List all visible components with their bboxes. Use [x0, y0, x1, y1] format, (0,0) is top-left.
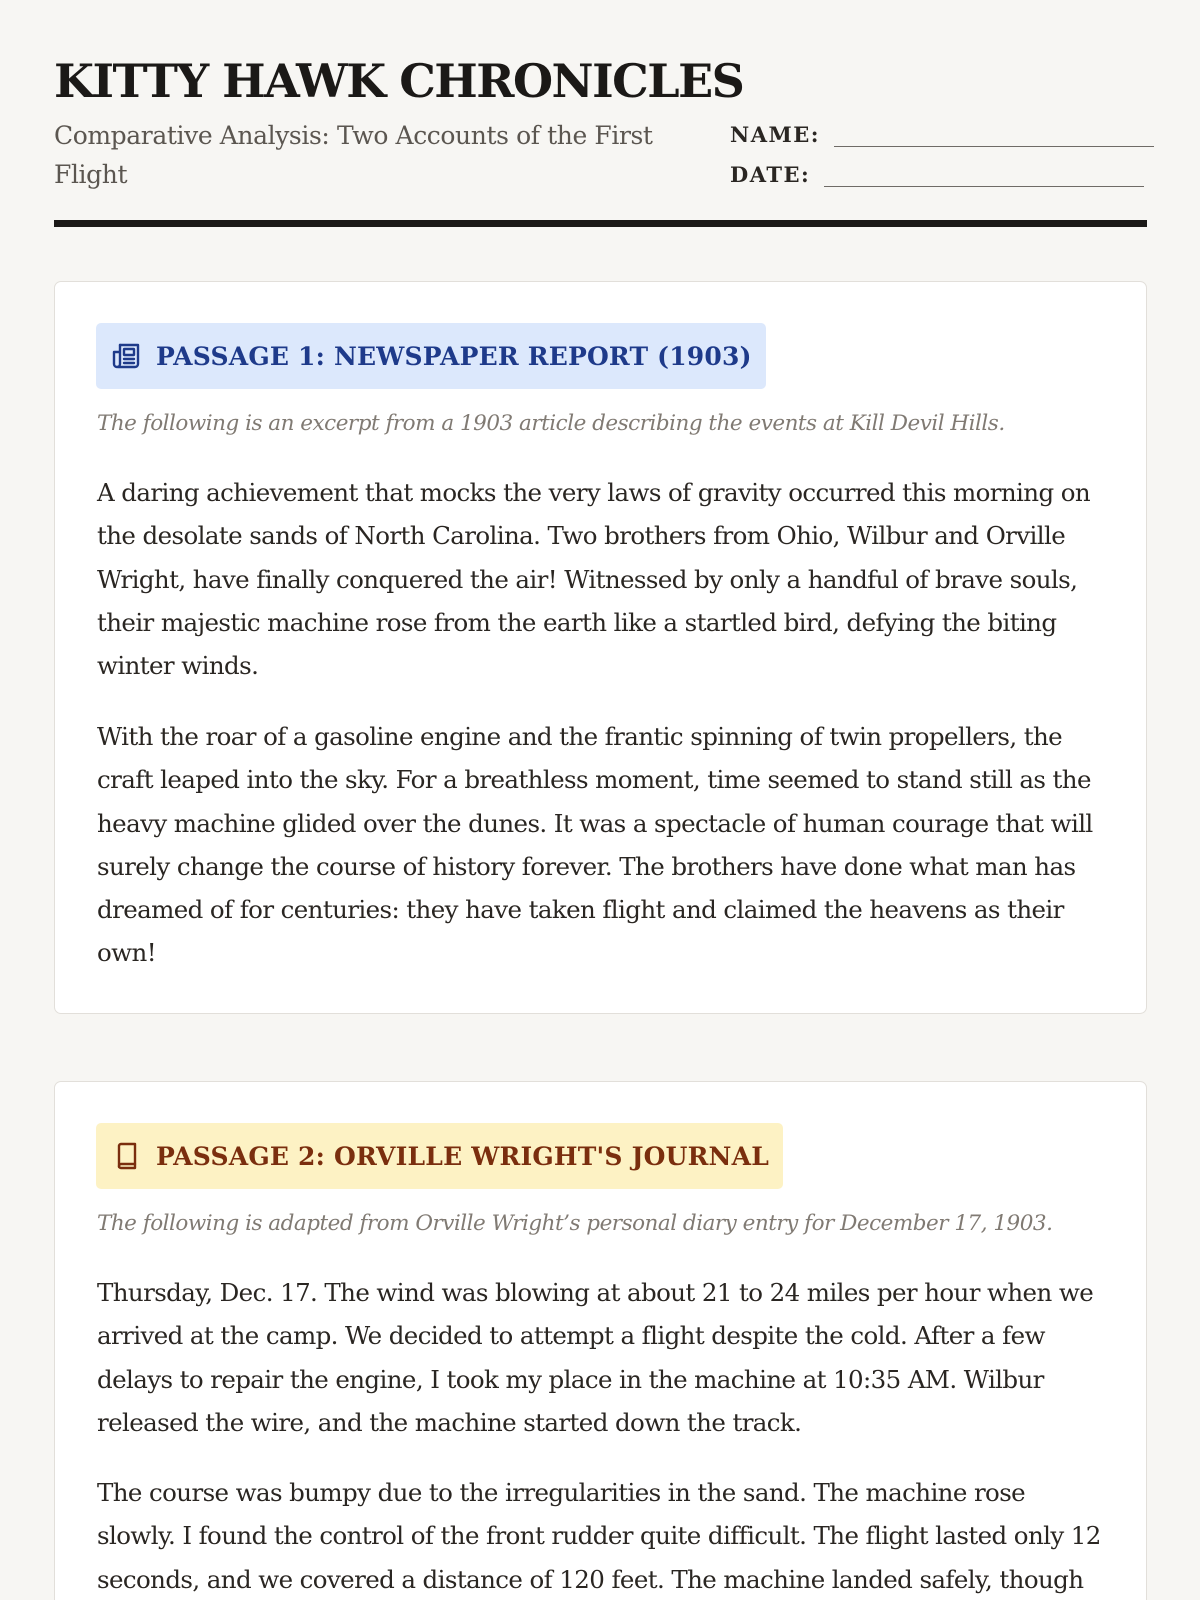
- page-subtitle: Comparative Analysis: Two Accounts of the First Flight: [54, 121, 653, 189]
- passage-2-paragraph: Thursday, Dec. 17. The wind was blowing at about 21 to 24 miles per hour when we arrived at the camp. We decided to attempt a flight despite the cold. After a few delays to repair the engine, I took my place in the machine at 10:35 AM. Wilbur released the wire, and the machine started down the track.: [97, 1278, 1094, 1437]
- name-label: NAME:: [730, 122, 820, 147]
- passage-1-card: [54, 281, 1147, 1014]
- passage-2-card: [54, 1081, 1147, 1600]
- passage-1-paragraph: With the roar of a gasoline engine and the frantic spinning of twin propellers, the craft leaped into the sky. For a breathless moment, time seemed to stand still as the heavy machine glided over the dunes. It was a spectacle of human courage that will surely change the course of history forever. The brothers have done what man has dreamed of for centuries: they have taken flight and claimed the heavens as their own!: [97, 722, 1093, 968]
- passage-2-paragraph: The course was bumpy due to the irregularities in the sand. The machine rose slowly. I found the control of the front rudder quite difficult. The flight lasted only 12 seconds, and we covered a distance of 120 feet. The machine landed safely, though: [97, 1478, 1101, 1594]
- worksheet-page: [54, 0, 1147, 1594]
- date-line[interactable]: [824, 165, 1144, 187]
- date-label: DATE:: [730, 162, 811, 187]
- worksheet-header: [54, 0, 1147, 228]
- passage-2-intro: The following is adapted from Orville Wright’s personal diary entry for December 17, 1903.: [97, 1211, 1053, 1236]
- name-line[interactable]: [834, 125, 1154, 147]
- name-field[interactable]: [730, 122, 1154, 147]
- book-icon: [110, 1139, 144, 1173]
- page-title: KITTY HAWK CHRONICLES: [54, 54, 744, 108]
- newspaper-icon: [110, 339, 144, 373]
- passage-1-paragraph: A daring achievement that mocks the very laws of gravity occurred this morning on the desolate sands of North Carolina. Two brothers from Ohio, Wilbur and Orville Wright, have finally conquered the air! Witnessed by only a handful of brave souls, their majestic machine rose from the earth like a startled bird, defying the biting winter winds.: [97, 478, 1091, 681]
- passage-1-heading: PASSAGE 1: NEWSPAPER REPORT (1903): [156, 341, 752, 371]
- header-divider: [54, 220, 1147, 227]
- passage-1-badge: [96, 323, 766, 389]
- passage-2-badge: [96, 1123, 783, 1189]
- passage-1-intro: The following is an excerpt from a 1903 article describing the events at Kill Devil Hills.: [97, 411, 1005, 436]
- date-field[interactable]: [730, 162, 1144, 187]
- passage-2-heading: PASSAGE 2: ORVILLE WRIGHT'S JOURNAL: [156, 1141, 769, 1171]
